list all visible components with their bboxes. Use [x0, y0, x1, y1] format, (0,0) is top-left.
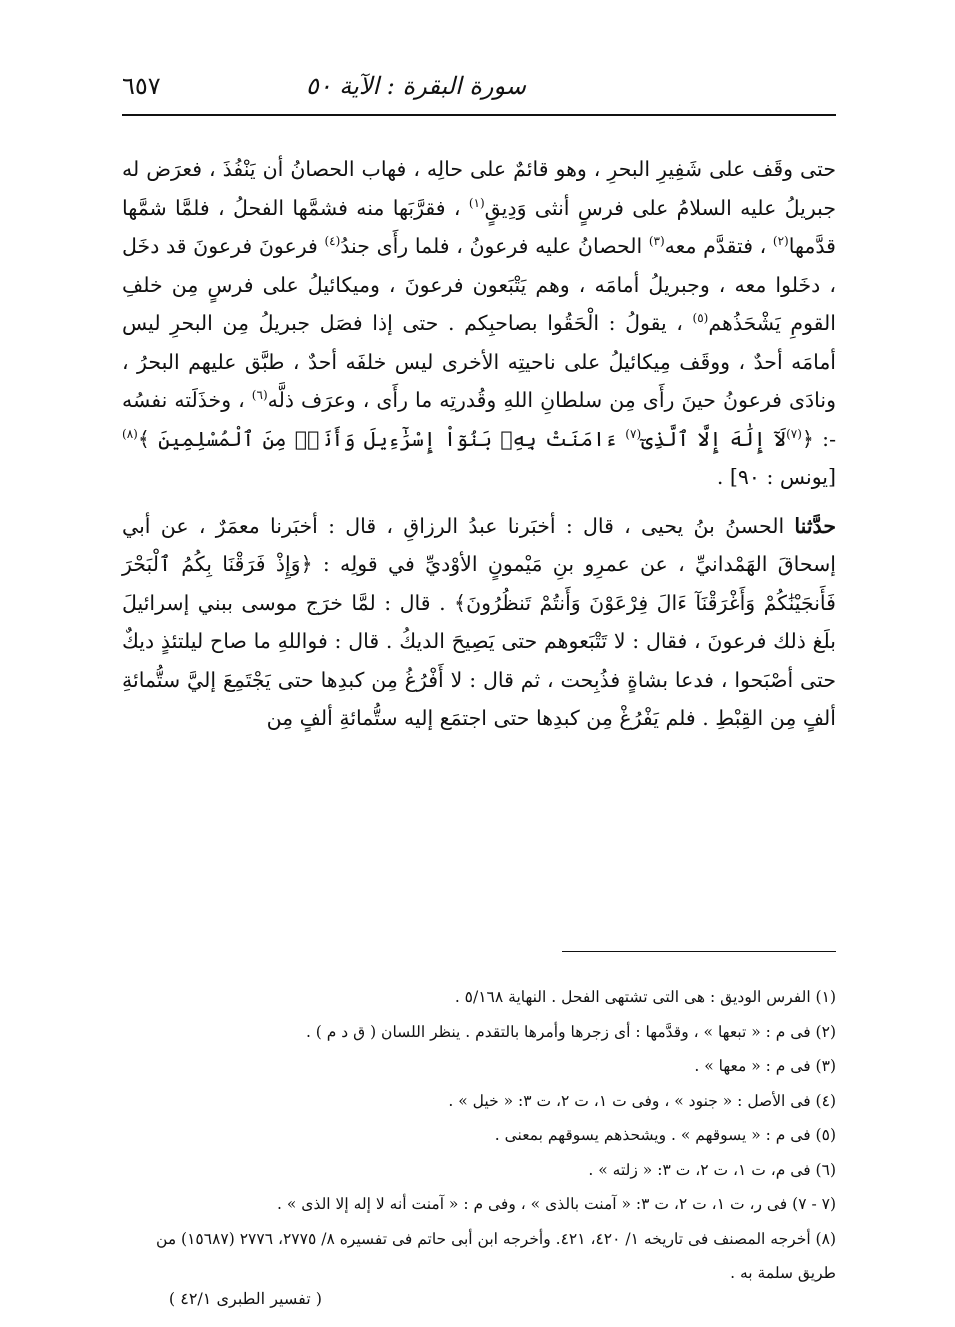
footnote-marker: (٢)	[772, 234, 789, 249]
text-run: ، فتقدَّم معه	[664, 234, 773, 258]
text-run: ﴾	[137, 426, 159, 451]
text-run: ، يقولُ : الْحَقُوا بصاحبِكم . حتى إذا فصَل جبريلُ مِن البحرِ ليس أمامَه أحدٌ ، ووقَف مِيكائيلُ على ناحيتِه الأخرى ليس خلفَه أحدٌ ، طبَّق عليهم البحرُ ، ونادَى فرعونُ حينَ رأَى مِن سلطانِ اللهِ وقُدرتِه ما رأَى ، وعرَف ذلَّه	[122, 311, 836, 412]
footnote: (٨) أخرجه المصنف فى تاريخه ١/ ٤٢٠، ٤٢١. وأخرجه ابن أبى حاتم فى تفسيره ٨/ ٢٧٧٥، ٢٧٧٦ (١٥٦٨٧) من طريق سلمة به .	[156, 1229, 836, 1282]
main-text	[122, 150, 836, 738]
footnote: (٢) فى م : « تبعها » ، وقدَّمها : أى زجرها وأمرها بالتقدم . ينظر اللسان ( ق د م ) .	[305, 1022, 836, 1041]
narration-lead: حدَّثنا	[794, 513, 836, 538]
footnote-marker: (٧)	[786, 426, 802, 441]
quran-verse: ءَامَنَتْ بِهِۦ بَنُوٓاْ إِسْرَٰٓءِيلَ وَأَنَا۠ مِنَ ٱلْمُسْلِمِينَ	[158, 426, 626, 451]
footnote: (١) الفرس الوديق : هى التى تشتهى الفحل . النهاية ٥/١٦٨ .	[454, 988, 836, 1006]
text-run: حتى وقَف على شَفِيرِ البحرِ ، وهو قائمٌ على حالِه ، فهاب الحصانُ أن يَنْفُذَ ، فعرَض له جبريلُ عليه السلامُ على فرسٍ أنثى وَدِيقٍ	[122, 157, 837, 220]
footnotes	[122, 980, 836, 1291]
quran-verse: وَإِذْ فَرَقْنَا بِكُمُ ٱلْبَحْرَ فَأَنجَيْنَٰكُمْ وَأَغْرَقْنَآ ءَالَ فِرْعَوْنَ وَأَنتُمْ تَنظُرُونَ	[122, 552, 836, 615]
quran-verse: لَآ إِلَٰهَ إِلَّا ٱلَّذِىٓ	[641, 426, 787, 451]
text-run: ، وخذَلَته نفسُه -: ﴿	[122, 388, 837, 451]
running-title: سورة البقرة : الآية ٥٠	[305, 72, 526, 100]
text-run: ، فقرَّبَها منه فشمَّها الفحلُ ، فلمَّا شمَّها قدَّمها	[122, 195, 836, 258]
page-number: ٦٥٧	[122, 72, 161, 100]
footnote-marker: (٨)	[122, 426, 138, 441]
header-rule	[122, 114, 836, 116]
paragraph-1	[122, 150, 836, 497]
text-run: ﴾ . قال : لمَّا خرَج موسى ببني إسرائيلَ بلَغ ذلك فرعونَ ، فقال : لا تَتْبَعوهم حتى يَصِيحَ الديكُ . قال : فواللهِ ما صاح ليلتئذٍ ديكٌ حتى أصْبَحوا ، فدعا بشاةٍ فذُبِحت ، ثم قال : لا أَفْرُغُ مِن كبدِها حتى يَجْتَمِعَ إليَّ ستُّمائةِ ألفٍ مِن القِبْطِ . فلم يَفْرُغْ مِن كبدِها حتى اجتمَع إليه ستُّمائةِ ألفٍ مِن	[122, 590, 836, 730]
footnote: (٧ - ٧) فى ر، ت ١، ت ٢، ت ٣: « آمنت بالذى » ، وفى م : « آمنت أنه لا إله إلا الذى » .	[277, 1195, 836, 1213]
text-run: فرعونَ فرعونَ قد دخَل ، دخَلوا معه ، وجبريلُ أمامَه ، وهم يَتْبَعون فرعونَ ، وميكائيلُ على فرسٍ مِن خلفِ القومِ يَشْحَذُهم	[122, 234, 836, 335]
footnote: (٦) فى م، ت ١، ت ٢، ت ٣: « زلته » .	[588, 1160, 836, 1179]
footnote-rule	[562, 951, 836, 952]
footnote-marker: (٣)	[648, 234, 665, 249]
text-run: الحسنُ بنُ يحيى ، قال : أخبَرنا عبدُ الرزاقِ ، قال : أخبَرنا معمَرٌ ، عن أبي إسحاقَ الهَمْدانيِّ ، عن عمرِو بنِ مَيْمونٍ الأوْديِّ في قولِه : ﴿	[122, 513, 836, 576]
paragraph-2	[122, 507, 836, 738]
page-header	[122, 66, 836, 106]
page-footer: ( تفسير الطبرى ٤٢/١ )	[168, 1289, 322, 1308]
footnote-marker: (٥)	[692, 311, 709, 326]
verse-reference: [يونس : ٩٠] .	[716, 465, 836, 489]
footnote-marker: (٤)	[324, 234, 341, 249]
text-run: الحصانُ عليه فرعونُ ، فلما رأَى جندُ	[340, 234, 649, 258]
footnote: (٤) فى الأصل : « جنود » ، وفى ت ١، ت ٢، ت ٣: « خيل » .	[448, 1091, 836, 1110]
footnote-marker: (٧)	[625, 426, 642, 441]
footnote: (٥) فى م : « يسوقهم » . ويشحذهم يسوقهم بمعنى .	[494, 1126, 836, 1144]
footnote: (٣) فى م : « معها » .	[694, 1057, 836, 1075]
footnote-marker: (١)	[468, 195, 485, 210]
footnote-marker: (٦)	[251, 388, 268, 403]
